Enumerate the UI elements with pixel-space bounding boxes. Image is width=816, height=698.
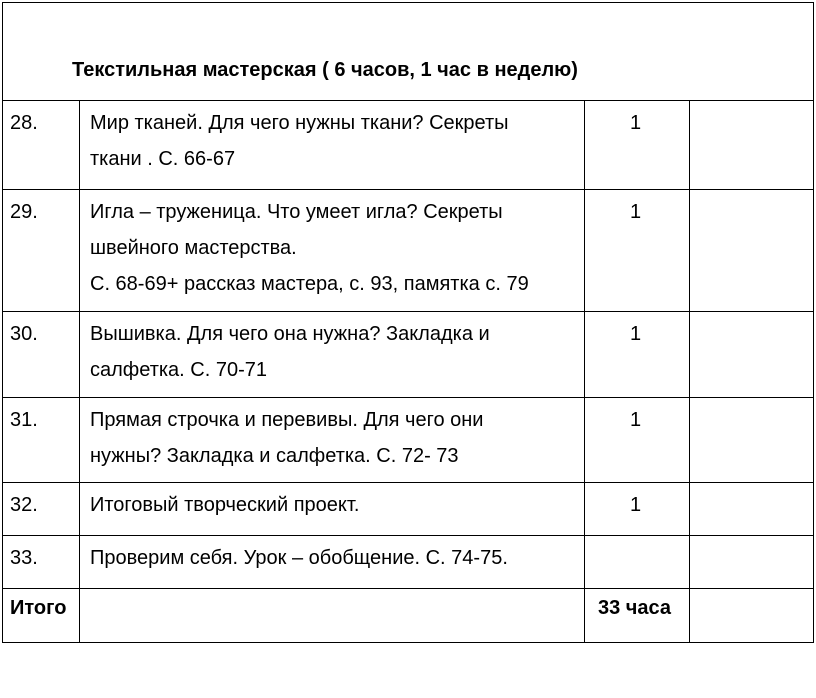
- table-border-bottom: [2, 642, 814, 643]
- row-divider: [2, 100, 814, 101]
- lesson-hours: 1: [630, 494, 642, 516]
- column-divider: [584, 100, 585, 643]
- lesson-hours: 1: [630, 409, 642, 431]
- column-divider: [689, 100, 690, 643]
- column-divider: [79, 100, 80, 643]
- row-divider: [2, 482, 814, 483]
- table-border-top: [2, 2, 814, 3]
- row-number: 33.: [10, 547, 38, 569]
- table-border-right: [813, 2, 814, 643]
- total-label: Итого: [10, 597, 67, 619]
- lesson-topic-line: Мир тканей. Для чего нужны ткани? Секреты: [90, 112, 509, 134]
- lesson-topic-line: нужны? Закладка и салфетка. С. 72- 73: [90, 445, 459, 467]
- row-number: 28.: [10, 112, 38, 134]
- lesson-topic-line: Вышивка. Для чего она нужна? Закладка и: [90, 323, 490, 345]
- lesson-topic-line: Проверим себя. Урок – обобщение. С. 74-75.: [90, 547, 508, 569]
- section-title: Текстильная мастерская ( 6 часов, 1 час в неделю): [72, 59, 578, 81]
- row-divider: [2, 588, 814, 589]
- row-number: 32.: [10, 494, 38, 516]
- lesson-topic-line: швейного мастерства.: [90, 237, 297, 259]
- row-divider: [2, 535, 814, 536]
- lesson-topic-line: Итоговый творческий проект.: [90, 494, 360, 516]
- row-number: 29.: [10, 201, 38, 223]
- lesson-hours: 1: [630, 201, 642, 223]
- lesson-topic-line: ткани . С. 66-67: [90, 148, 236, 170]
- row-divider: [2, 189, 814, 190]
- row-divider: [2, 397, 814, 398]
- lesson-topic-line: салфетка. С. 70-71: [90, 359, 268, 381]
- lesson-hours: 1: [630, 112, 642, 134]
- lesson-topic-line: Игла – труженица. Что умеет игла? Секреты: [90, 201, 503, 223]
- lesson-plan-table: [2, 2, 814, 643]
- row-number: 31.: [10, 409, 38, 431]
- total-hours: 33 часа: [598, 597, 672, 619]
- table-border-left: [2, 2, 3, 643]
- lesson-hours: 1: [630, 323, 642, 345]
- lesson-topic-line: Прямая строчка и перевивы. Для чего они: [90, 409, 484, 431]
- row-divider: [2, 311, 814, 312]
- row-number: 30.: [10, 323, 38, 345]
- lesson-topic-line: С. 68-69+ рассказ мастера, с. 93, памятка с. 79: [90, 273, 529, 295]
